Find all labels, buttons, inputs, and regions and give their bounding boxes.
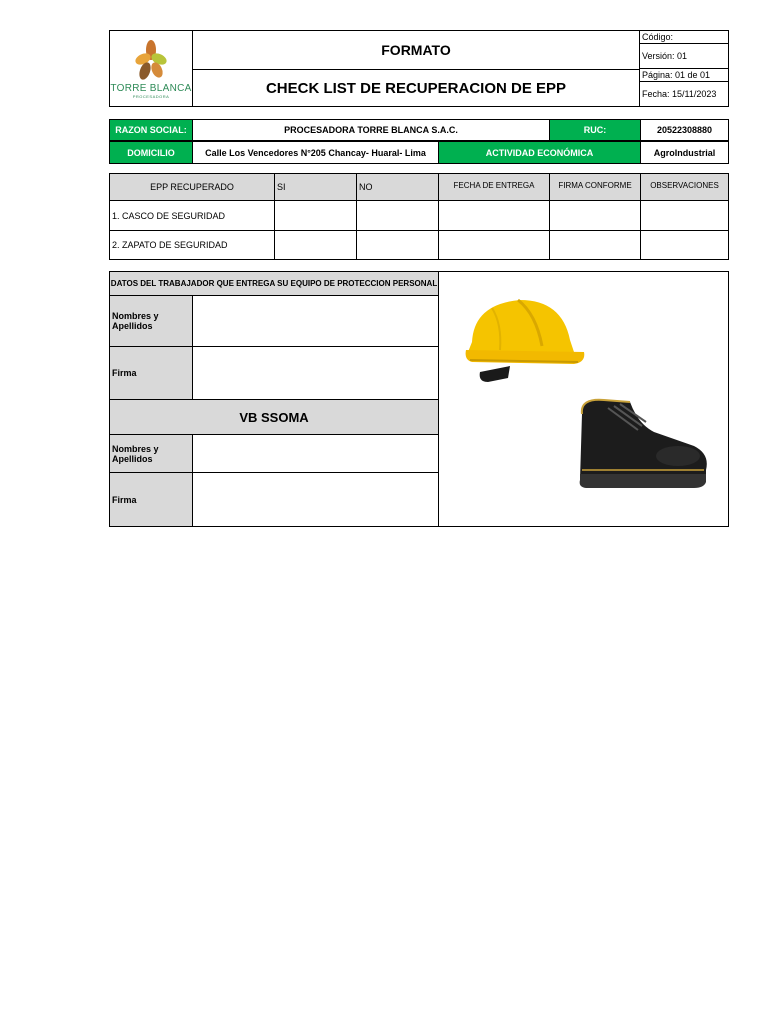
worker-firma-label: Firma xyxy=(109,346,193,400)
row-casco-label: 1. CASCO DE SEGURIDAD xyxy=(109,200,275,231)
vb-nombres-field[interactable] xyxy=(192,434,439,473)
ruc-value: 20522308880 xyxy=(640,119,729,141)
row-zapato-no[interactable] xyxy=(356,230,439,260)
worker-nombres-field[interactable] xyxy=(192,295,439,347)
logo-subtext: PROCESADORA xyxy=(132,93,170,99)
logo-text: TORRE BLANCA xyxy=(110,82,192,94)
worker-nombres-label: Nombres y Apellidos xyxy=(109,295,193,347)
pagina-field: Página: 01 de 01 xyxy=(639,68,729,82)
row-zapato-firma[interactable] xyxy=(549,230,641,260)
fecha-field: Fecha: 15/11/2023 xyxy=(639,81,729,107)
form-type-title: FORMATO xyxy=(192,30,640,70)
row-casco-firma[interactable] xyxy=(549,200,641,231)
vb-ssoma-title: VB SSOMA xyxy=(109,399,439,435)
razon-social-label: RAZON SOCIAL: xyxy=(109,119,193,141)
actividad-label: ACTIVIDAD ECONÓMICA xyxy=(438,141,641,164)
header-fecha-entrega: FECHA DE ENTREGA xyxy=(438,173,550,201)
header-epp-recuperado: EPP RECUPERADO xyxy=(109,173,275,201)
safety-boot-icon xyxy=(568,384,714,512)
header-observaciones: OBSERVACIONES xyxy=(640,173,729,201)
page-title: CHECK LIST DE RECUPERACION DE EPP xyxy=(192,69,640,107)
header-si: SI xyxy=(274,173,357,201)
ruc-label: RUC: xyxy=(549,119,641,141)
torre-blanca-logo-icon xyxy=(126,39,176,83)
version-field: Versión: 01 xyxy=(639,43,729,69)
vb-firma-label: Firma xyxy=(109,472,193,527)
row-zapato-label: 2. ZAPATO DE SEGURIDAD xyxy=(109,230,275,260)
row-casco-fecha[interactable] xyxy=(438,200,550,231)
row-zapato-fecha[interactable] xyxy=(438,230,550,260)
header-no: NO xyxy=(356,173,439,201)
worker-firma-field[interactable] xyxy=(192,346,439,400)
row-casco-no[interactable] xyxy=(356,200,439,231)
row-zapato-si[interactable] xyxy=(274,230,357,260)
razon-social-value: PROCESADORA TORRE BLANCA S.A.C. xyxy=(192,119,550,141)
row-zapato-observaciones[interactable] xyxy=(640,230,729,260)
vb-firma-field[interactable] xyxy=(192,472,439,527)
row-casco-observaciones[interactable] xyxy=(640,200,729,231)
row-casco-si[interactable] xyxy=(274,200,357,231)
codigo-field: Código: xyxy=(639,30,729,44)
domicilio-value: Calle Los Vencedores N°205 Chancay- Huaral- Lima xyxy=(192,141,439,164)
actividad-value: AgroIndustrial xyxy=(640,141,729,164)
logo-box xyxy=(109,30,193,107)
safety-helmet-icon xyxy=(462,294,588,386)
worker-section-title: DATOS DEL TRABAJADOR QUE ENTREGA SU EQUIPO DE PROTECCION PERSONAL xyxy=(109,271,439,296)
domicilio-label: DOMICILIO xyxy=(109,141,193,164)
vb-nombres-label: Nombres y Apellidos xyxy=(109,434,193,473)
header-firma-conforme: FIRMA CONFORME xyxy=(549,173,641,201)
